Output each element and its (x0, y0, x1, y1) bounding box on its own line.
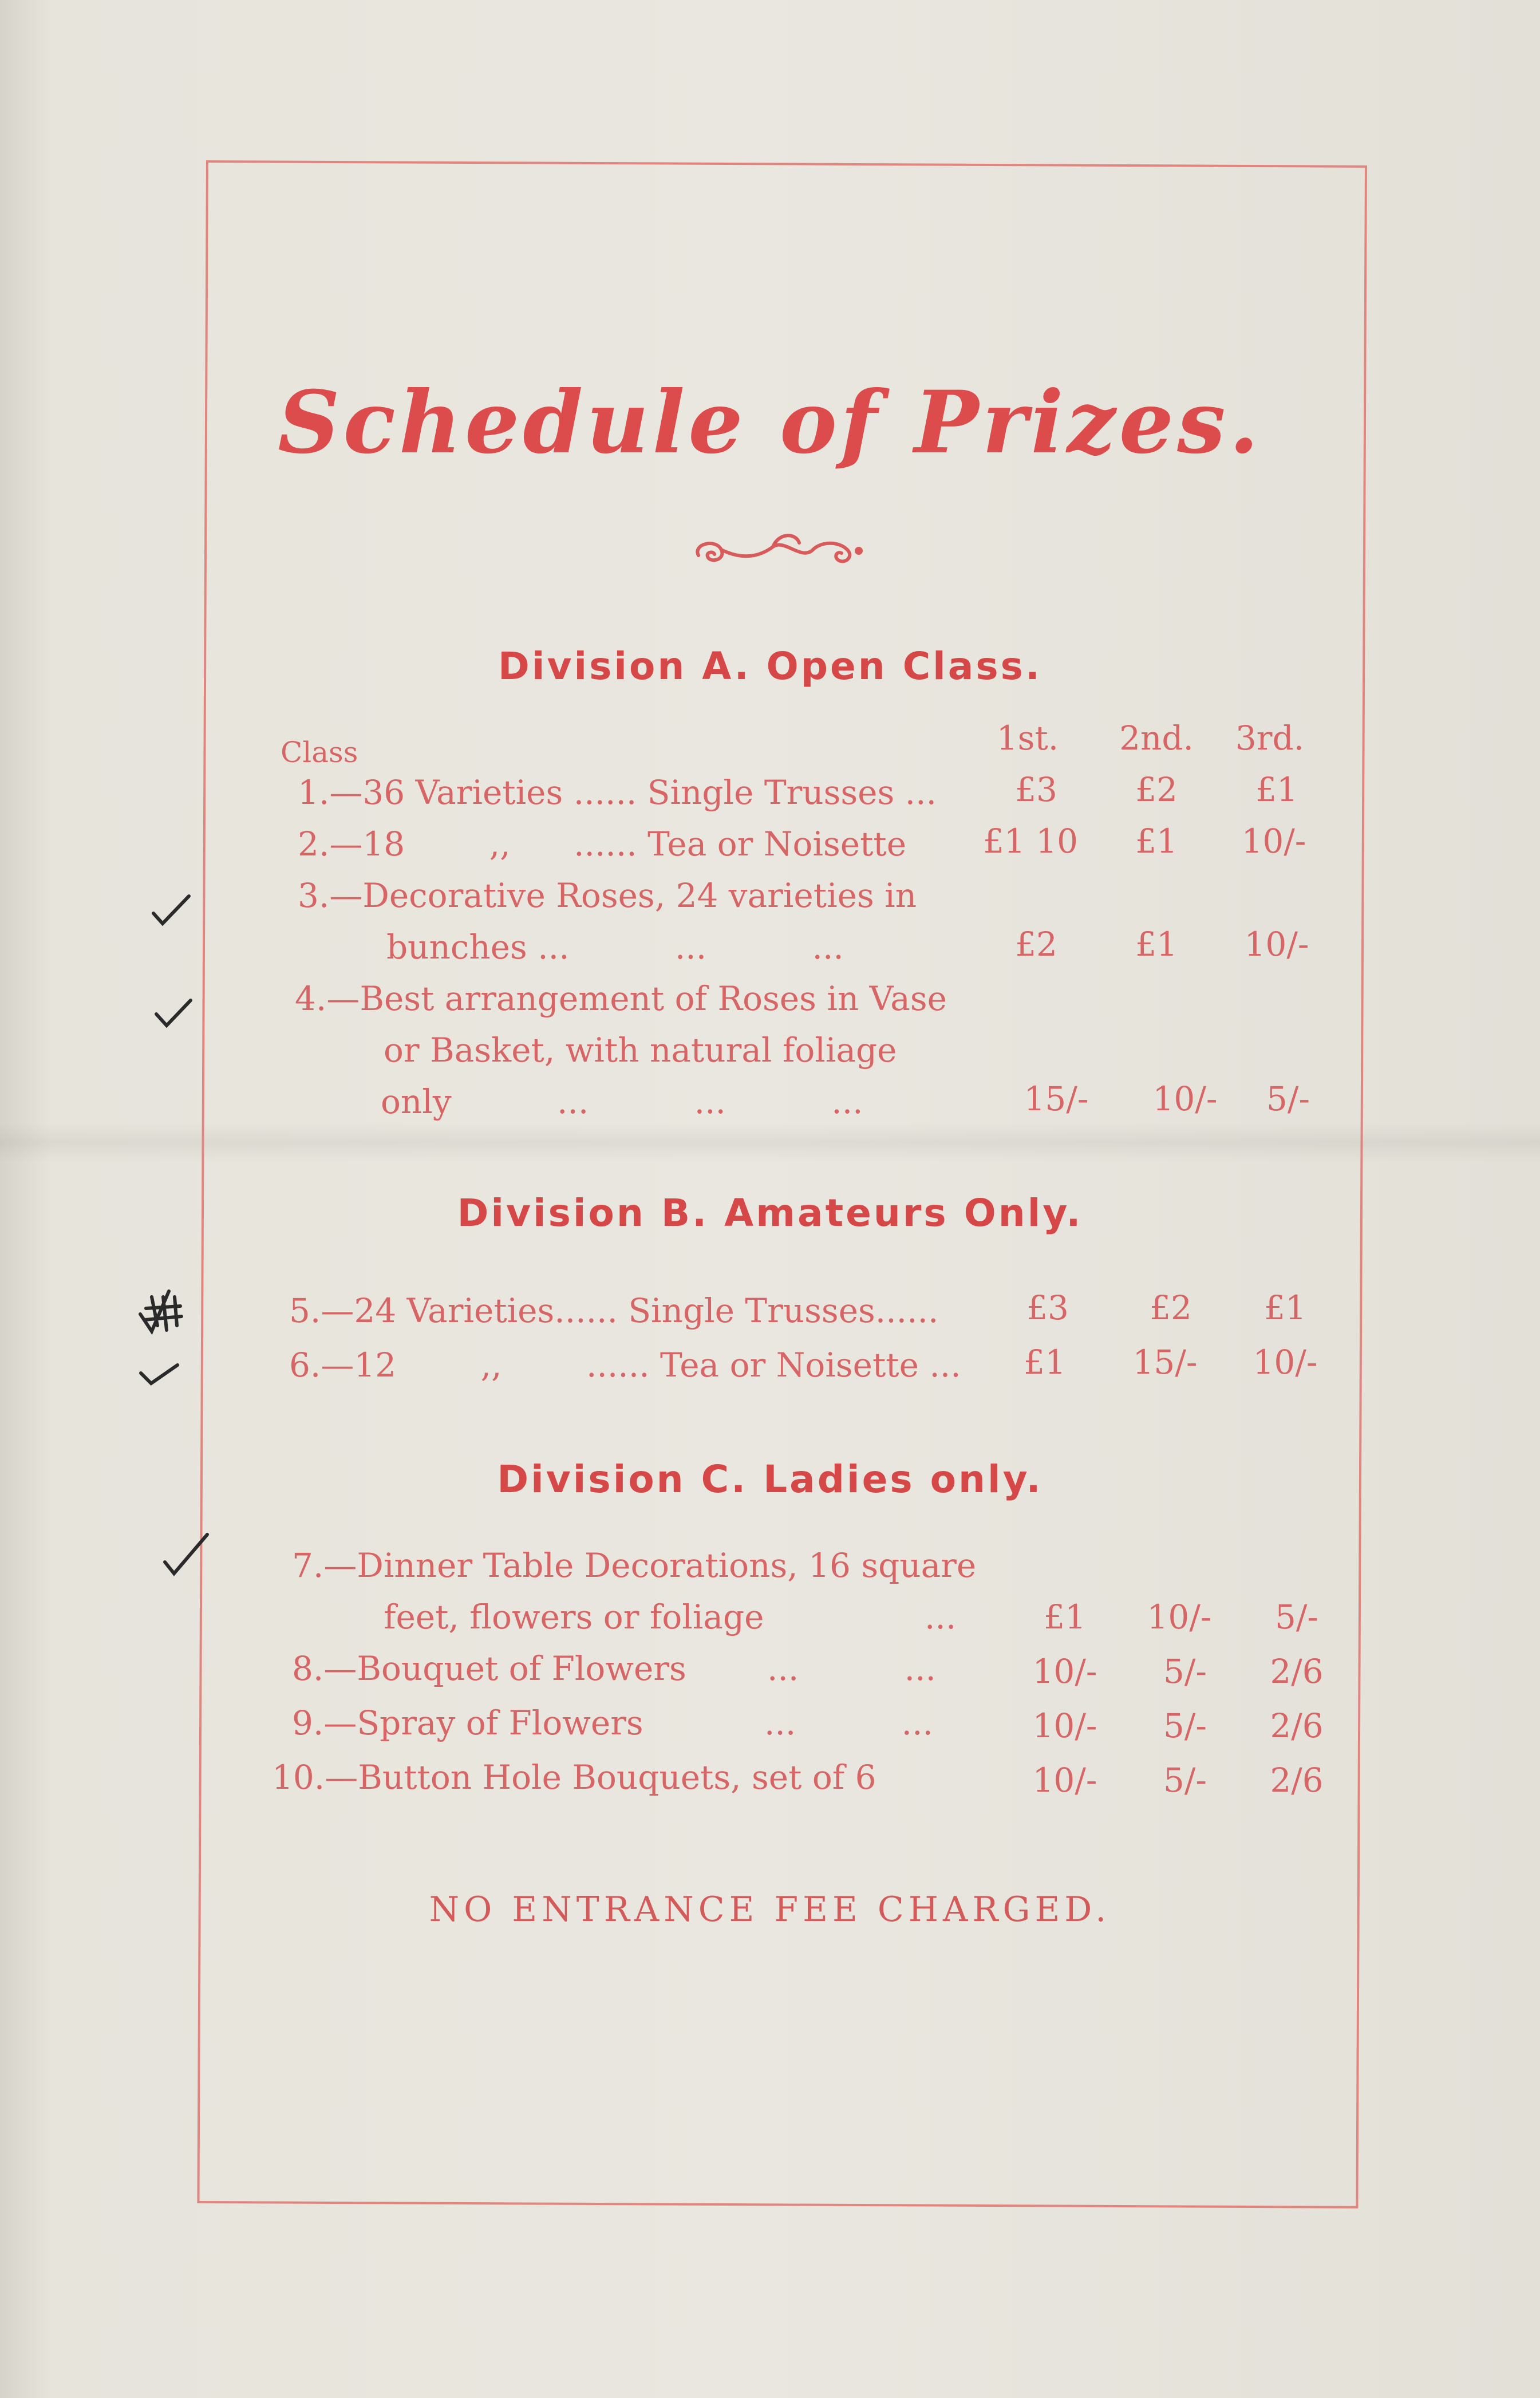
class-4-line-3: only ... ... ... (381, 1082, 863, 1121)
class-5-first-prize: £3 (1026, 1288, 1069, 1327)
class-2-second-prize: £1 (1135, 822, 1178, 861)
class-6-description: 6.—12 ,, ...... Tea or Noisette ... (289, 1346, 961, 1385)
class-1-description: 1.—36 Varieties ...... Single Trusses ... (298, 773, 937, 812)
class-3-line-1: 3.—Decorative Roses, 24 varieties in (298, 876, 917, 915)
class-10-description: 10.—Button Hole Bouquets, set of 6 (272, 1758, 876, 1797)
class-7-first-prize: £1 (1044, 1598, 1086, 1636)
class-5-third-prize: £1 (1264, 1288, 1306, 1327)
class-9-leader-dots: ... ... (764, 1703, 933, 1742)
class-4-first-prize: 15/- (1024, 1079, 1089, 1118)
class-2-description: 2.—18 ,, ...... Tea or Noisette (298, 825, 907, 863)
class-8-second-prize: 5/- (1163, 1652, 1207, 1691)
class-5-second-prize: £2 (1150, 1288, 1192, 1327)
class-8-first-prize: 10/- (1032, 1652, 1097, 1691)
class-8-third-prize: 2/6 (1270, 1652, 1324, 1691)
class-1-first-prize: £3 (1015, 770, 1057, 809)
class-7-line-1: 7.—Dinner Table Decorations, 16 square (292, 1546, 977, 1585)
class-6-first-prize: £1 (1024, 1343, 1066, 1382)
class-10-first-prize: 10/- (1032, 1761, 1097, 1800)
class-8-leader-dots: ... ... (767, 1649, 936, 1688)
class-column-header: Class (281, 736, 358, 769)
class-1-third-prize: £1 (1255, 770, 1298, 809)
pencil-check-icon (137, 1357, 183, 1391)
page-title: Schedule of Prizes. (278, 372, 1262, 473)
class-1-second-prize: £2 (1135, 770, 1178, 809)
class-7-leader-dots: ... (925, 1598, 957, 1636)
class-4-line-2: or Basket, with natural foliage (384, 1031, 897, 1070)
division-b-heading: Division B. Amateurs Only. (457, 1191, 1083, 1235)
pencil-check-icon (152, 993, 198, 1034)
class-7-second-prize: 10/- (1147, 1598, 1212, 1636)
entrance-fee-note: NO ENTRANCE FEE CHARGED. (429, 1890, 1111, 1930)
class-9-description: 9.—Spray of Flowers (292, 1703, 643, 1742)
class-3-first-prize: £2 (1015, 925, 1057, 964)
class-2-first-prize: £1 10 (982, 822, 1079, 861)
class-4-line-1: 4.—Best arrangement of Roses in Vase (295, 979, 947, 1018)
division-a-heading: Division A. Open Class. (498, 644, 1042, 688)
class-6-third-prize: 10/- (1253, 1343, 1318, 1382)
class-7-line-2: feet, flowers or foliage (384, 1598, 764, 1636)
class-7-third-prize: 5/- (1274, 1598, 1319, 1636)
class-2-third-prize: 10/- (1241, 822, 1306, 861)
class-3-second-prize: £1 (1135, 925, 1178, 964)
third-prize-header: 3rd. (1235, 719, 1305, 758)
class-4-second-prize: 10/- (1152, 1079, 1218, 1118)
class-3-line-2: bunches ... ... ... (386, 928, 844, 967)
class-9-first-prize: 10/- (1032, 1706, 1097, 1745)
class-9-second-prize: 5/- (1163, 1706, 1207, 1745)
class-8-description: 8.—Bouquet of Flowers (292, 1649, 686, 1688)
pencil-scribble-icon (129, 1280, 192, 1343)
class-5-description: 5.—24 Varieties...... Single Trusses...... (289, 1291, 939, 1330)
class-10-second-prize: 5/- (1163, 1761, 1207, 1800)
ornament-flourish-icon (687, 527, 870, 578)
class-9-third-prize: 2/6 (1270, 1706, 1324, 1745)
first-prize-header: 1st. (996, 719, 1059, 758)
class-6-second-prize: 15/- (1132, 1343, 1198, 1382)
pencil-check-icon (160, 1529, 212, 1580)
class-4-third-prize: 5/- (1266, 1079, 1310, 1118)
second-prize-header: 2nd. (1119, 719, 1194, 758)
class-3-third-prize: 10/- (1244, 925, 1309, 964)
division-c-heading: Division C. Ladies only. (497, 1457, 1043, 1501)
pencil-check-icon (149, 890, 195, 930)
class-10-third-prize: 2/6 (1270, 1761, 1324, 1800)
